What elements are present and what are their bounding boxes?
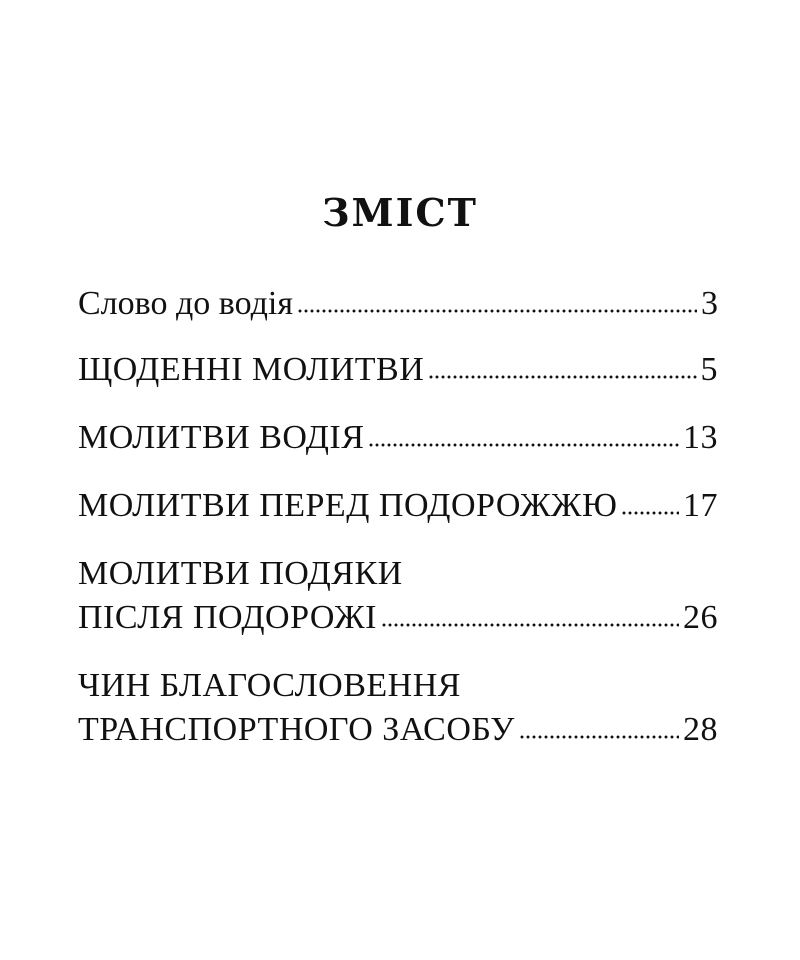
toc-entry-title-line: ТРАНСПОРТНОГО ЗАСОБУ [78, 711, 515, 748]
toc-page-number: 17 [683, 487, 718, 524]
toc-entry-molytvy-podyaky[interactable] [78, 552, 718, 640]
toc-page-number: 26 [683, 599, 718, 636]
dot-leader [519, 735, 679, 739]
toc-page-number: 28 [683, 711, 718, 748]
toc-entry-chyn-blahoslovennya[interactable] [78, 664, 718, 752]
toc-entry-molytvy-pered-podorozhzhyu[interactable] [78, 484, 718, 528]
page-title: ЗМІСТ [322, 190, 478, 235]
toc-entry-title: МОЛИТВИ ПЕРЕД ПОДОРОЖЖЮ [78, 487, 618, 524]
dot-leader [621, 511, 679, 515]
toc-entry-title: Слово до водія [78, 285, 293, 322]
toc-entry-title-line: ЧИН БЛАГОСЛОВЕННЯ [78, 667, 461, 704]
dot-leader [368, 443, 679, 447]
table-of-contents [78, 282, 718, 776]
dot-leader [297, 309, 697, 313]
toc-entry-title: МОЛИТВИ ВОДІЯ [78, 419, 365, 456]
dot-leader [381, 623, 679, 627]
toc-entry-title-line: МОЛИТВИ ПОДЯКИ [78, 555, 403, 592]
toc-page-number: 3 [701, 285, 718, 322]
toc-entry-shchodenni-molytvy[interactable] [78, 348, 718, 392]
toc-entry-slovo-do-vodiya[interactable] [78, 282, 718, 326]
toc-entry-title: ЩОДЕННІ МОЛИТВИ [78, 351, 425, 388]
toc-entry-molytvy-vodiya[interactable] [78, 416, 718, 460]
toc-page-number: 13 [683, 419, 718, 456]
toc-page-number: 5 [700, 351, 718, 388]
toc-entry-title-line: ПІСЛЯ ПОДОРОЖІ [78, 599, 377, 636]
dot-leader [428, 375, 696, 379]
